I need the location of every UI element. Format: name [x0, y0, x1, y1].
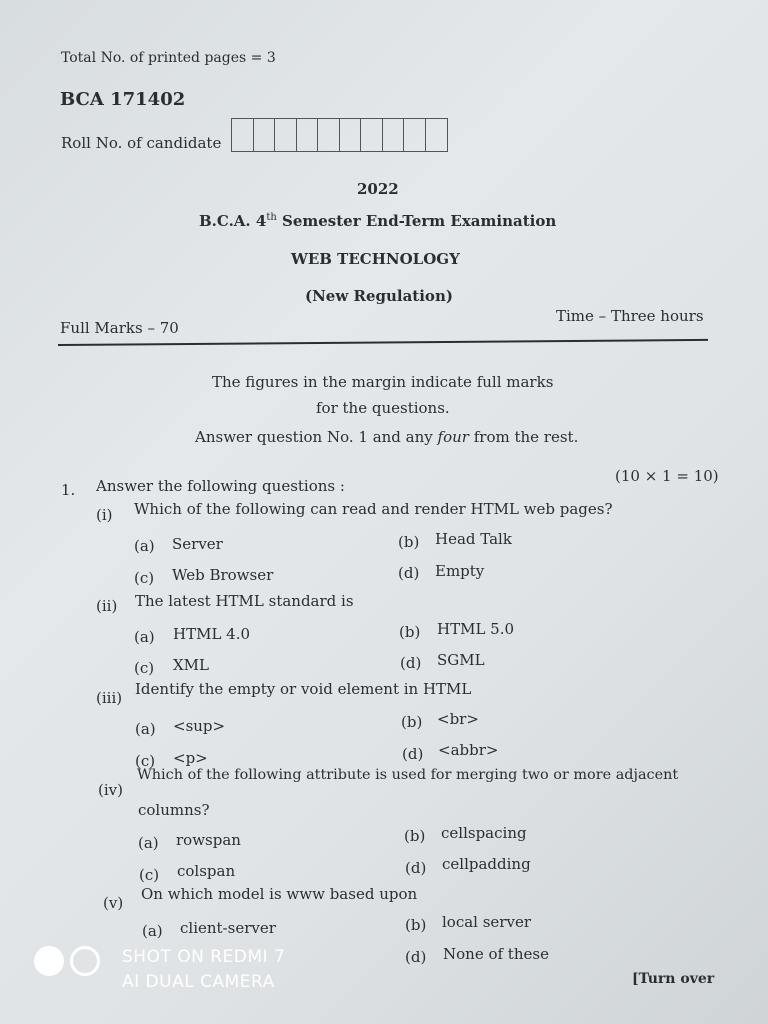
option-text: cellpadding	[442, 855, 531, 873]
roll-label: Roll No. of candidate	[61, 134, 222, 152]
total-pages: Total No. of printed pages = 3	[61, 50, 276, 66]
filled-circle-icon	[34, 946, 64, 976]
outline-circle-icon	[70, 946, 100, 976]
option-label: (d)	[405, 948, 427, 966]
sub-question-text-cont: columns?	[138, 801, 210, 819]
option-label: (c)	[135, 752, 156, 770]
option-text: Head Talk	[435, 530, 512, 548]
option-text: HTML 4.0	[173, 625, 251, 643]
regulation: (New Regulation)	[305, 287, 453, 305]
watermark-line-2: AI DUAL CAMERA	[122, 972, 275, 992]
option-label: (c)	[134, 659, 155, 677]
paper-code: BCA 171402	[60, 89, 186, 110]
sub-question-text: Which of the following attribute is used for merging two or more adjacent	[137, 767, 679, 783]
option-label: (d)	[398, 564, 420, 582]
option-label: (a)	[138, 834, 159, 852]
option-text: client-server	[180, 919, 276, 937]
sub-question-number: (iii)	[96, 689, 123, 707]
sub-question-text: Identify the empty or void element in HTML	[135, 680, 472, 698]
option-text: local server	[442, 913, 532, 931]
option-text: None of these	[443, 945, 549, 963]
instruction-line-3: Answer question No. 1 and any four from the rest.	[195, 428, 579, 446]
watermark-line-1: SHOT ON REDMI 7	[122, 947, 286, 967]
option-label: (b)	[398, 533, 420, 551]
header-divider	[58, 339, 708, 346]
question-marks: (10 × 1 = 10)	[615, 467, 719, 485]
option-label: (a)	[134, 537, 155, 555]
exam-title: B.C.A. 4th Semester End-Term Examination	[199, 212, 557, 230]
option-text: colspan	[177, 862, 236, 880]
option-label: (c)	[134, 569, 155, 587]
full-marks: Full Marks – 70	[60, 319, 179, 337]
option-text: Server	[172, 535, 223, 553]
sub-question-text: Which of the following can read and render HTML web pages?	[134, 500, 613, 518]
option-label: (a)	[135, 720, 156, 738]
sub-question-text: The latest HTML standard is	[135, 592, 354, 610]
sub-question-number: (i)	[96, 506, 113, 524]
option-text: SGML	[437, 651, 485, 669]
sub-question-number: (v)	[103, 894, 124, 912]
option-text: cellspacing	[441, 824, 527, 842]
option-label: (b)	[404, 827, 426, 845]
option-label: (d)	[402, 745, 424, 763]
option-text: rowspan	[176, 831, 241, 849]
camera-watermark-icon	[34, 946, 100, 976]
instruction-line-1: The figures in the margin indicate full marks	[212, 373, 554, 391]
option-text: <br>	[437, 710, 479, 728]
sub-question-number: (ii)	[96, 597, 118, 615]
sub-question-number: (iv)	[98, 781, 123, 799]
instruction-line-2: for the questions.	[316, 399, 450, 417]
question-number: 1.	[61, 481, 76, 499]
option-text: <sup>	[173, 717, 226, 735]
option-label: (d)	[400, 654, 422, 672]
option-text: Empty	[435, 562, 485, 580]
exam-year: 2022	[357, 180, 399, 198]
sub-question-text: On which model is www based upon	[141, 885, 418, 903]
subject-title: WEB TECHNOLOGY	[291, 250, 460, 268]
time-allowed: Time – Three hours	[556, 307, 704, 325]
question-text: Answer the following questions :	[96, 477, 345, 495]
option-text: <p>	[173, 749, 208, 767]
option-label: (a)	[142, 922, 163, 940]
option-text: Web Browser	[172, 566, 274, 584]
option-text: XML	[173, 656, 209, 674]
option-label: (d)	[405, 859, 427, 877]
option-text: <abbr>	[438, 741, 499, 759]
option-label: (b)	[399, 623, 421, 641]
roll-number-boxes	[231, 118, 448, 152]
option-label: (b)	[401, 713, 423, 731]
option-text: HTML 5.0	[437, 620, 515, 638]
option-label: (b)	[405, 916, 427, 934]
option-label: (a)	[134, 628, 155, 646]
turn-over: [Turn over	[632, 971, 715, 987]
option-label: (c)	[139, 866, 160, 884]
